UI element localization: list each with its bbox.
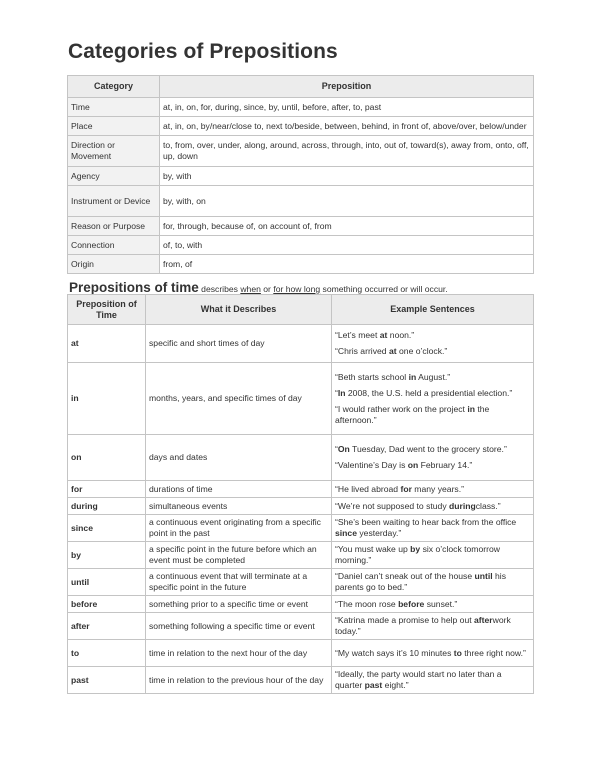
preposition-cell: in <box>68 363 146 435</box>
example-cell <box>332 667 534 694</box>
preposition-cell: after <box>68 613 146 640</box>
example-sentence: “She’s been waiting to hear back from the office since yesterday.” <box>335 517 517 538</box>
example-cell <box>332 542 534 569</box>
example-cell <box>332 515 534 542</box>
example-cell <box>332 569 534 596</box>
table-row <box>68 542 534 569</box>
example-cell <box>332 613 534 640</box>
example-sentence: “You must wake up by six o’clock tomorrow morning.” <box>335 544 500 565</box>
example-sentence: “He lived abroad for many years.” <box>335 483 464 494</box>
table-row <box>68 255 534 274</box>
table-row <box>68 481 534 498</box>
example-cell <box>332 498 534 515</box>
category-cell: Place <box>68 117 160 136</box>
page-title: Categories of Prepositions <box>68 40 338 63</box>
describes-cell: something prior to a specific time or event <box>146 596 332 613</box>
category-cell: Time <box>68 98 160 117</box>
table-row <box>68 667 534 694</box>
table-header-row <box>68 76 534 98</box>
example-sentence: “We’re not supposed to study duringclass.” <box>335 500 501 511</box>
preposition-cell: at, in, on, by/near/close to, next to/beside, between, behind, in front of, above/over, below/under <box>160 117 534 136</box>
preposition-cell: by, with, on <box>160 186 534 217</box>
column-header: What it Describes <box>146 295 332 325</box>
column-header: Preposition of Time <box>68 295 146 325</box>
table-row <box>68 613 534 640</box>
preposition-cell: by, with <box>160 167 534 186</box>
table-row <box>68 98 534 117</box>
preposition-cell: for, through, because of, on account of, from <box>160 217 534 236</box>
column-header: Category <box>68 76 160 98</box>
preposition-cell: by <box>68 542 146 569</box>
table-row <box>68 136 534 167</box>
example-sentence: “On Tuesday, Dad went to the grocery store.” <box>335 444 507 454</box>
category-cell: Instrument or Device <box>68 186 160 217</box>
categories-table <box>67 75 534 274</box>
preposition-cell: at <box>68 325 146 363</box>
table-row <box>68 363 534 435</box>
example-sentence: “Beth starts school in August.” <box>335 371 451 382</box>
table-row <box>68 435 534 481</box>
example-sentence: “My watch says it’s 10 minutes to three right now.” <box>335 647 526 658</box>
example-cell <box>332 640 534 667</box>
table-row <box>68 498 534 515</box>
describes-cell: days and dates <box>146 435 332 481</box>
table-header-row <box>68 295 534 325</box>
preposition-cell: for <box>68 481 146 498</box>
example-cell <box>332 363 534 435</box>
example-sentence: “In 2008, the U.S. held a presidential election.” <box>335 387 513 398</box>
table-row <box>68 236 534 255</box>
time-section-heading <box>69 280 448 295</box>
preposition-cell: since <box>68 515 146 542</box>
example-sentence: “Let’s meet at noon.” <box>335 330 415 340</box>
category-cell: Connection <box>68 236 160 255</box>
preposition-cell: to, from, over, under, along, around, across, through, into, out of, toward(s), away from, onto, off, up, down <box>160 136 534 167</box>
describes-cell: time in relation to the next hour of the day <box>146 640 332 667</box>
describes-cell: a continuous event originating from a specific point in the past <box>146 515 332 542</box>
example-sentence: “Katrina made a promise to help out afterwork today.” <box>335 615 511 636</box>
table-row <box>68 515 534 542</box>
describes-cell: months, years, and specific times of day <box>146 363 332 435</box>
preposition-cell: past <box>68 667 146 694</box>
describes-cell: a continuous event that will terminate at a specific point in the future <box>146 569 332 596</box>
table-row <box>68 325 534 363</box>
example-sentence: “Valentine’s Day is on February 14.” <box>335 460 473 470</box>
table-row <box>68 117 534 136</box>
table-row <box>68 640 534 667</box>
category-cell: Agency <box>68 167 160 186</box>
describes-cell: something following a specific time or event <box>146 613 332 640</box>
preposition-cell: from, of <box>160 255 534 274</box>
example-cell <box>332 325 534 363</box>
describes-cell: durations of time <box>146 481 332 498</box>
category-cell: Origin <box>68 255 160 274</box>
preposition-cell: on <box>68 435 146 481</box>
example-sentence: “Daniel can’t sneak out of the house until his parents go to bed.” <box>335 571 507 592</box>
preposition-cell: of, to, with <box>160 236 534 255</box>
table-row <box>68 596 534 613</box>
category-cell: Reason or Purpose <box>68 217 160 236</box>
preposition-cell: before <box>68 596 146 613</box>
describes-cell: time in relation to the previous hour of the day <box>146 667 332 694</box>
section-title: Prepositions of time <box>69 280 199 295</box>
section-description: describes when or for how long something occurred or will occur. <box>198 284 448 294</box>
table-row <box>68 217 534 236</box>
table-row <box>68 186 534 217</box>
column-header: Example Sentences <box>332 295 534 325</box>
preposition-cell: during <box>68 498 146 515</box>
describes-cell: specific and short times of day <box>146 325 332 363</box>
example-cell <box>332 435 534 481</box>
preposition-cell: until <box>68 569 146 596</box>
category-cell: Direction or Movement <box>68 136 160 167</box>
describes-cell: a specific point in the future before which an event must be completed <box>146 542 332 569</box>
example-sentence: “Chris arrived at one o’clock.” <box>335 346 448 356</box>
preposition-cell: at, in, on, for, during, since, by, until, before, after, to, past <box>160 98 534 117</box>
table-row <box>68 167 534 186</box>
example-sentence: “Ideally, the party would start no later than a quarter past eight.” <box>335 669 502 690</box>
example-cell <box>332 596 534 613</box>
preposition-cell: to <box>68 640 146 667</box>
time-prepositions-table <box>67 294 534 694</box>
column-header: Preposition <box>160 76 534 98</box>
example-sentence: “I would rather work on the project in the afternoon.” <box>335 403 490 425</box>
describes-cell: simultaneous events <box>146 498 332 515</box>
table-row <box>68 569 534 596</box>
example-sentence: “The moon rose before sunset.” <box>335 598 458 609</box>
example-cell <box>332 481 534 498</box>
